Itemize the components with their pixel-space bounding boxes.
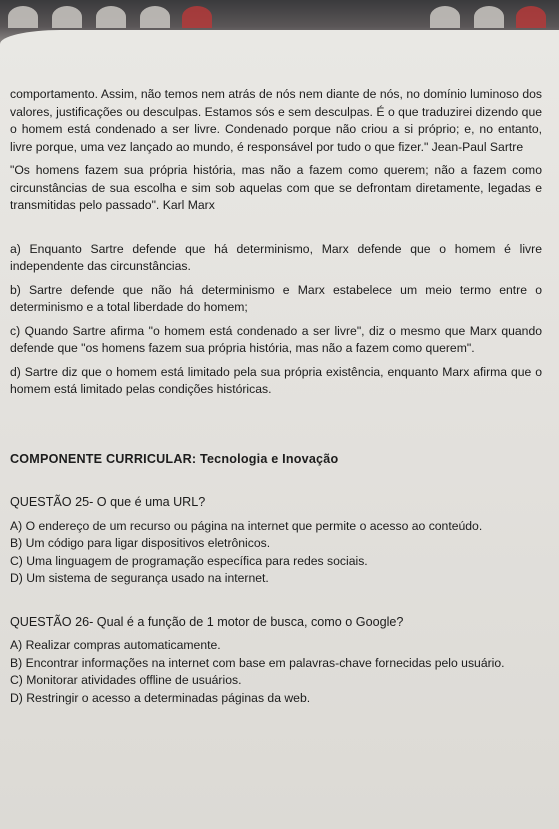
ring-shape xyxy=(474,6,504,28)
ring-shape xyxy=(96,6,126,28)
document-body xyxy=(10,86,542,707)
q25-option-d: D) Um sistema de segurança usado na internet. xyxy=(10,571,269,585)
q26-option-b: B) Encontrar informações na internet com base em palavras-chave fornecidas pelo usuário. xyxy=(10,655,505,670)
ring-shape xyxy=(182,6,212,28)
question-26-title: QUESTÃO 26- Qual é a função de 1 motor de busca, como o Google? xyxy=(10,614,404,629)
component-heading: COMPONENTE CURRICULAR: Tecnologia e Inovação xyxy=(10,451,339,466)
q26-option-d: D) Restringir o acesso a determinadas páginas da web. xyxy=(10,690,311,705)
q26-option-a: A) Realizar compras automaticamente. xyxy=(10,638,221,652)
ring-shape xyxy=(52,6,82,28)
sartre-quote: comportamento. Assim, não temos nem atrás de nós nem diante de nós, no domínio luminoso dos valores, justificações ou desculpas. Estamos sós e sem desculpas. É o que traduzirei dizendo que o homem está condenado a ser livre. Condenado porque não criou a si próprio; e, no entanto, livre porque, uma vez lançado ao mundo, é responsável por tudo o que fizer." Jean-Paul Sartre xyxy=(10,87,542,154)
q25-option-c: C) Uma linguagem de programação específica para redes sociais. xyxy=(10,553,368,568)
ring-shape xyxy=(430,6,460,28)
option-a: a) Enquanto Sartre defende que há determinismo, Marx defende que o homem é livre independente das circunstâncias. xyxy=(10,241,542,273)
q25-option-a: A) O endereço de um recurso ou página na internet que permite o acesso ao conteúdo. xyxy=(10,518,483,533)
option-b: b) Sartre defende que não há determinismo e Marx estabelece um meio termo entre o determinismo e a total liberdade do homem; xyxy=(10,282,542,314)
ring-shape xyxy=(516,6,546,28)
option-d: d) Sartre diz que o homem está limitado pela sua própria existência, enquanto Marx afirma que o homem está limitado pelas condições históricas. xyxy=(10,364,542,396)
q26-option-c: C) Monitorar atividades offline de usuários. xyxy=(10,673,242,687)
option-c: c) Quando Sartre afirma "o homem está condenado a ser livre", diz o mesmo que Marx quando defende que "os homens fazem sua própria história, mas não a fazem como querem". xyxy=(10,323,542,355)
marx-quote: "Os homens fazem sua própria história, mas não a fazem como querem; não a fazem como circunstâncias de sua escolha e sim sob aquelas com que se defrontam diretamente, legadas e transmitidas pelo passado". Karl Marx xyxy=(10,163,542,212)
question-25-title: QUESTÃO 25- O que é uma URL? xyxy=(10,495,206,509)
q25-option-b: B) Um código para ligar dispositivos eletrônicos. xyxy=(10,536,271,550)
ring-shape xyxy=(140,6,170,28)
ring-shape xyxy=(8,6,38,28)
